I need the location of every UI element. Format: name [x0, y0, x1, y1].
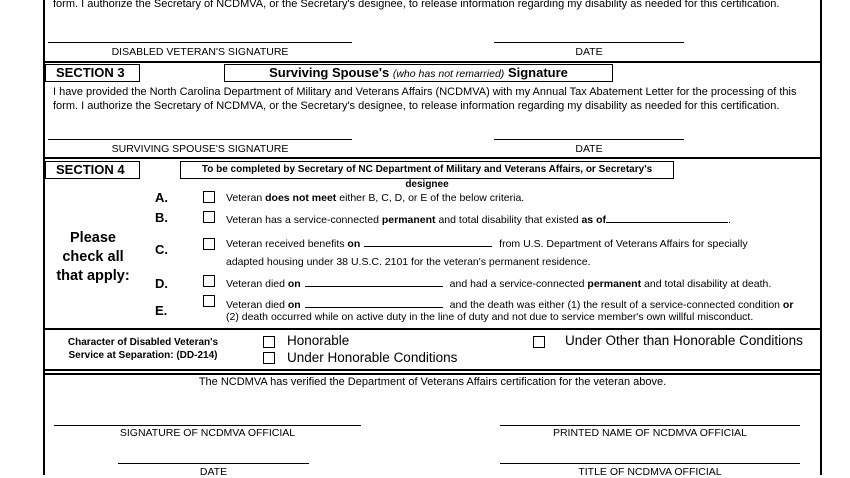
- item-b-text: [226, 213, 731, 226]
- official-title-caption: TITLE OF NCDMVA OFFICIAL: [578, 466, 722, 478]
- official-signature-line[interactable]: [54, 425, 361, 426]
- item-d-bold: on: [287, 278, 301, 290]
- item-a-checkbox[interactable]: [203, 191, 215, 203]
- divider: [43, 61, 822, 63]
- section3-text-line2: form. I authorize the Secretary of NCDMVA, or the Secretary's designee, to release information regarding my disability as needed for this certification.: [53, 100, 780, 112]
- section4-label: SECTION 4: [45, 161, 140, 179]
- section3-title-end: Signature: [507, 65, 568, 80]
- check-instruction: [48, 229, 138, 286]
- section3-label: SECTION 3: [45, 64, 140, 82]
- character-label-line2: Service at Separation: (DD-214): [68, 350, 218, 361]
- official-date-caption: DATE: [199, 466, 228, 478]
- item-b-mid: and total disability that existed: [435, 214, 582, 226]
- item-d-text: [226, 277, 771, 290]
- character-label-line1: Character of Disabled Veteran's: [67, 337, 219, 348]
- item-d-date-blank[interactable]: [305, 277, 443, 287]
- official-printed-name-caption: PRINTED NAME OF NCDMVA OFFICIAL: [552, 427, 748, 439]
- official-title-line[interactable]: [500, 463, 800, 464]
- check-instruction-line2: check all: [62, 249, 124, 265]
- divider: [43, 157, 822, 159]
- item-c-bold: on: [347, 238, 361, 250]
- section3-text-line1: I have provided the North Carolina Department of Military and Veterans Affairs (NCDMVA) with my Annual Tax Abatement Letter for the processing of this: [53, 86, 797, 98]
- section3-title-note: (who has not remarried): [392, 68, 505, 80]
- other-than-honorable-label: Under Other than Honorable Conditions: [565, 333, 803, 348]
- section2-auth-text: form. I authorize the Secretary of NCDMVA, or the Secretary's designee, to release information regarding my disability as needed for this certification.: [53, 0, 780, 10]
- spouse-signature-caption: SURVIVING SPOUSE'S SIGNATURE: [111, 143, 289, 155]
- section3-title: [224, 64, 613, 82]
- item-e-bold2: or: [782, 299, 794, 311]
- veteran-date-line[interactable]: [494, 42, 684, 43]
- item-c-checkbox[interactable]: [203, 238, 215, 250]
- under-honorable-label: Under Honorable Conditions: [287, 350, 458, 365]
- item-c-text: [226, 237, 748, 250]
- item-e-date-blank[interactable]: [305, 298, 443, 308]
- item-b-pre: Veteran has a service-connected: [226, 214, 382, 226]
- item-b-bold: permanent: [381, 214, 436, 226]
- item-e-checkbox[interactable]: [203, 295, 215, 307]
- item-a-post: either B, C, D, or E of the below criteria.: [336, 192, 525, 204]
- spouse-date-caption: DATE: [575, 143, 603, 155]
- check-instruction-line3: that apply:: [56, 268, 130, 284]
- item-d-checkbox[interactable]: [203, 275, 215, 287]
- veteran-date-caption: DATE: [575, 46, 603, 58]
- under-honorable-checkbox[interactable]: [263, 352, 275, 364]
- item-b-checkbox[interactable]: [203, 211, 215, 223]
- spouse-signature-line[interactable]: [48, 139, 352, 140]
- item-b-bold2: as of: [581, 214, 606, 226]
- item-e-letter: E.: [155, 303, 168, 318]
- check-instruction-line1: Please: [70, 230, 116, 246]
- item-e-mid: and the death was either (1) the result of a service-connected condition: [446, 299, 783, 311]
- item-a-bold: does not meet: [265, 192, 337, 204]
- official-date-line[interactable]: [118, 463, 309, 464]
- item-c-date-blank[interactable]: [364, 237, 492, 247]
- item-d-mid: and had a service-connected: [446, 278, 588, 290]
- honorable-label: Honorable: [287, 333, 350, 348]
- item-e-pre: Veteran died: [226, 299, 288, 311]
- veteran-signature-caption: DISABLED VETERAN'S SIGNATURE: [111, 46, 289, 58]
- item-c-letter: C.: [155, 242, 168, 257]
- item-a-pre: Veteran: [226, 192, 266, 204]
- item-a-letter: A.: [155, 190, 168, 205]
- item-e-text-line2: (2) death occurred while on active duty in the line of duty and not due to service member's own willful misconduct.: [226, 311, 754, 323]
- item-d-bold2: permanent: [587, 278, 642, 290]
- item-e-text: [226, 298, 793, 311]
- item-a-text: [226, 192, 524, 204]
- character-label: [48, 336, 238, 362]
- item-c-text-line2: adapted housing under 38 U.S.C. 2101 for the veteran's permanent residence.: [226, 256, 591, 268]
- spouse-date-line[interactable]: [494, 139, 684, 140]
- item-b-post: .: [727, 214, 731, 226]
- section3-title-main: Surviving Spouse's: [269, 65, 390, 80]
- item-e-bold: on: [287, 299, 301, 311]
- divider: [43, 369, 822, 371]
- honorable-checkbox[interactable]: [263, 336, 275, 348]
- item-b-letter: B.: [155, 210, 168, 225]
- item-c-post: from U.S. Department of Veterans Affairs for specially: [496, 238, 748, 250]
- official-signature-caption: SIGNATURE OF NCDMVA OFFICIAL: [119, 427, 296, 439]
- item-d-letter: D.: [155, 276, 168, 291]
- section4-header: To be completed by Secretary of NC Department of Military and Veterans Affairs, or Secretary's designee: [180, 161, 674, 179]
- item-b-date-blank[interactable]: [606, 213, 728, 223]
- verification-text: The NCDMVA has verified the Department of Veterans Affairs certification for the veteran above.: [198, 376, 667, 388]
- divider: [43, 328, 822, 330]
- item-d-post: and total disability at death.: [641, 278, 772, 290]
- other-than-honorable-checkbox[interactable]: [533, 336, 545, 348]
- item-d-pre: Veteran died: [226, 278, 288, 290]
- veteran-signature-line[interactable]: [48, 42, 352, 43]
- official-printed-name-line[interactable]: [500, 425, 800, 426]
- item-c-pre: Veteran received benefits: [226, 238, 348, 250]
